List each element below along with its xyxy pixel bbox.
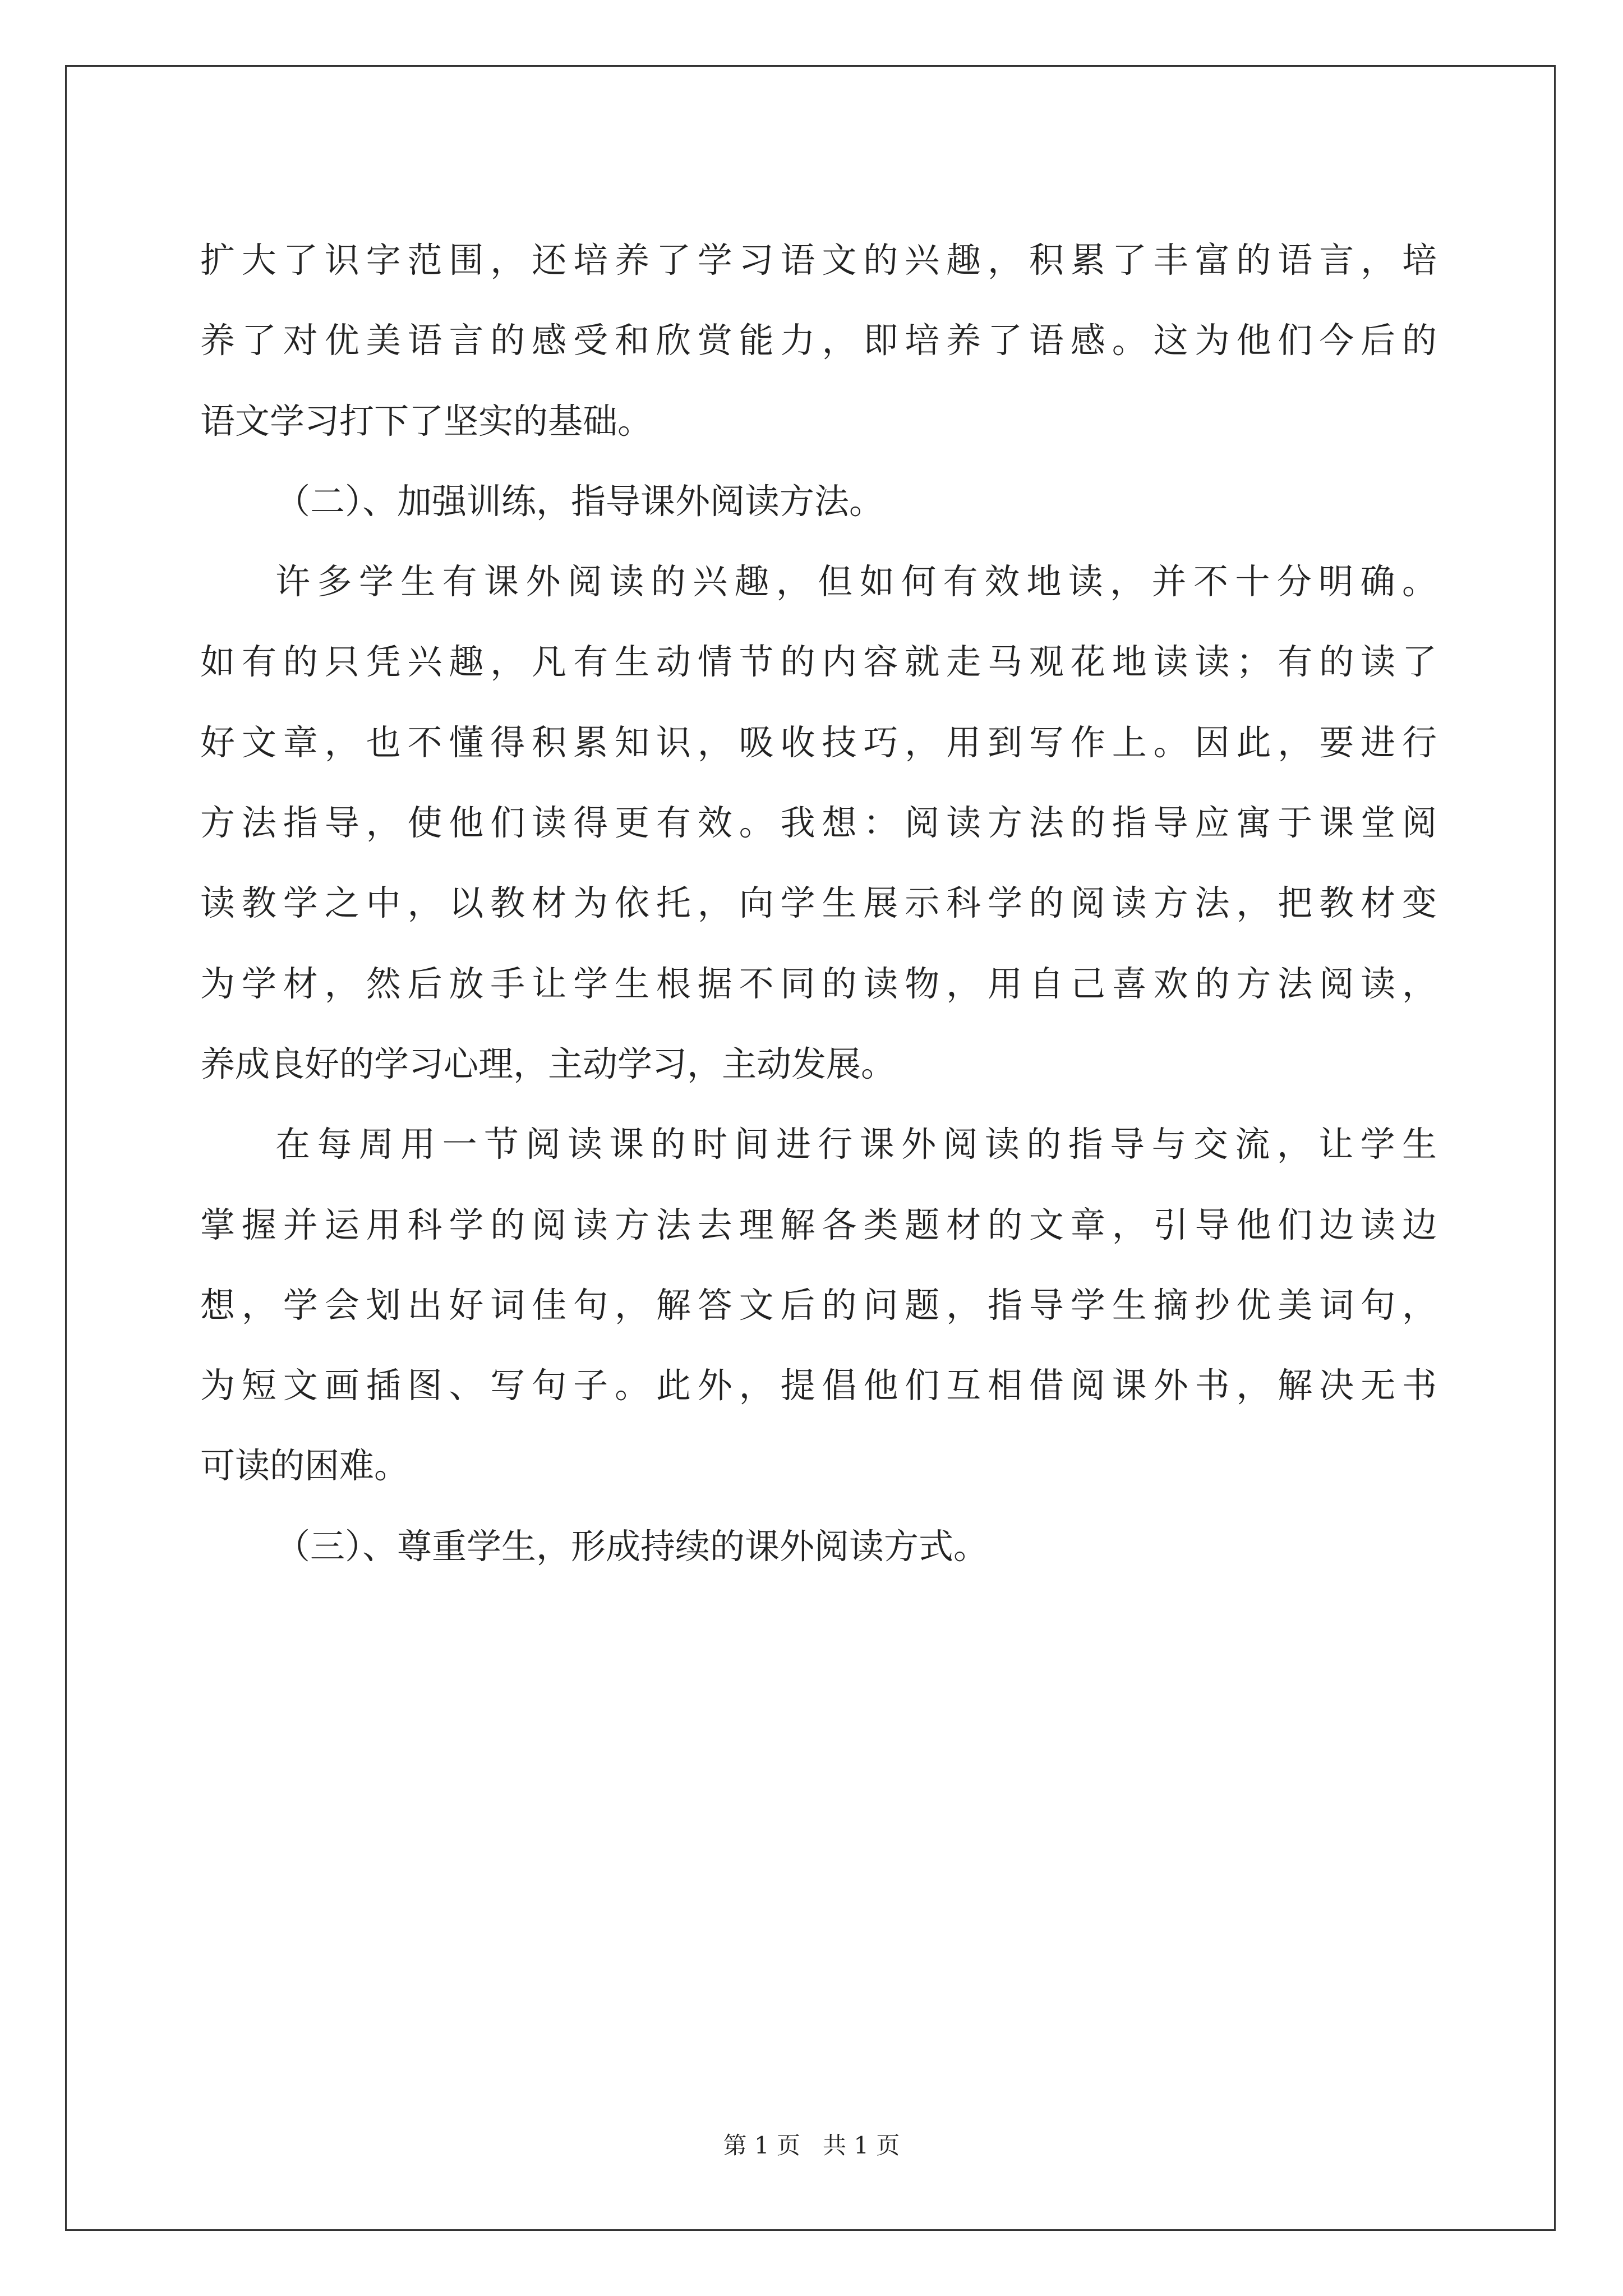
page-number: 第 1 页 [723, 2132, 800, 2159]
page-total: 共 1 页 [823, 2132, 900, 2159]
text-line: （二）、加强训练，指导课外阅读方法。 [275, 480, 884, 522]
text-line: 养了对优美语言的感受和欣赏能力，即培养了语感。这为他们今后的 [200, 320, 1437, 361]
text-line: 扩大了识字范围，还培养了学习语文的兴趣，积累了丰富的语言，培 [200, 240, 1437, 280]
text-line: 语文学习打下了坚实的基础。 [200, 400, 653, 441]
text-line: 养成良好的学习心理，主动学习，主动发展。 [200, 1043, 896, 1084]
text-line: 掌握并运用科学的阅读方法去理解各类题材的文章，引导他们边读边 [200, 1204, 1437, 1245]
text-line: 为学材，然后放手让学生根据不同的读物，用自己喜欢的方法阅读， [200, 963, 1437, 1004]
text-line: 读教学之中，以教材为依托，向学生展示科学的阅读方法，把教材变 [200, 882, 1437, 924]
text-line: 想，学会划出好词佳句，解答文后的问题，指导学生摘抄优美词句， [200, 1284, 1437, 1326]
text-line: 方法指导，使他们读得更有效。我想：阅读方法的指导应寓于课堂阅 [200, 802, 1437, 844]
page-footer [0, 2129, 1623, 2162]
text-line: 为短文画插图、写句子。此外，提倡他们互相借阅课外书，解决无书 [200, 1365, 1437, 1406]
text-line: 如有的只凭兴趣，凡有生动情节的内容就走马观花地读读；有的读了 [200, 641, 1437, 683]
text-line: 许多学生有课外阅读的兴趣，但如何有效地读，并不十分明确。 [275, 561, 1437, 602]
document-body [200, 220, 1437, 1586]
text-line: 好文章，也不懂得积累知识，吸收技巧，用到写作上。因此，要进行 [200, 721, 1437, 763]
text-line: （三）、尊重学生，形成持续的课外阅读方式。 [275, 1525, 989, 1567]
text-line: 在每周用一节阅读课的时间进行课外阅读的指导与交流，让学生 [275, 1124, 1437, 1165]
text-line: 可读的困难。 [200, 1445, 409, 1487]
